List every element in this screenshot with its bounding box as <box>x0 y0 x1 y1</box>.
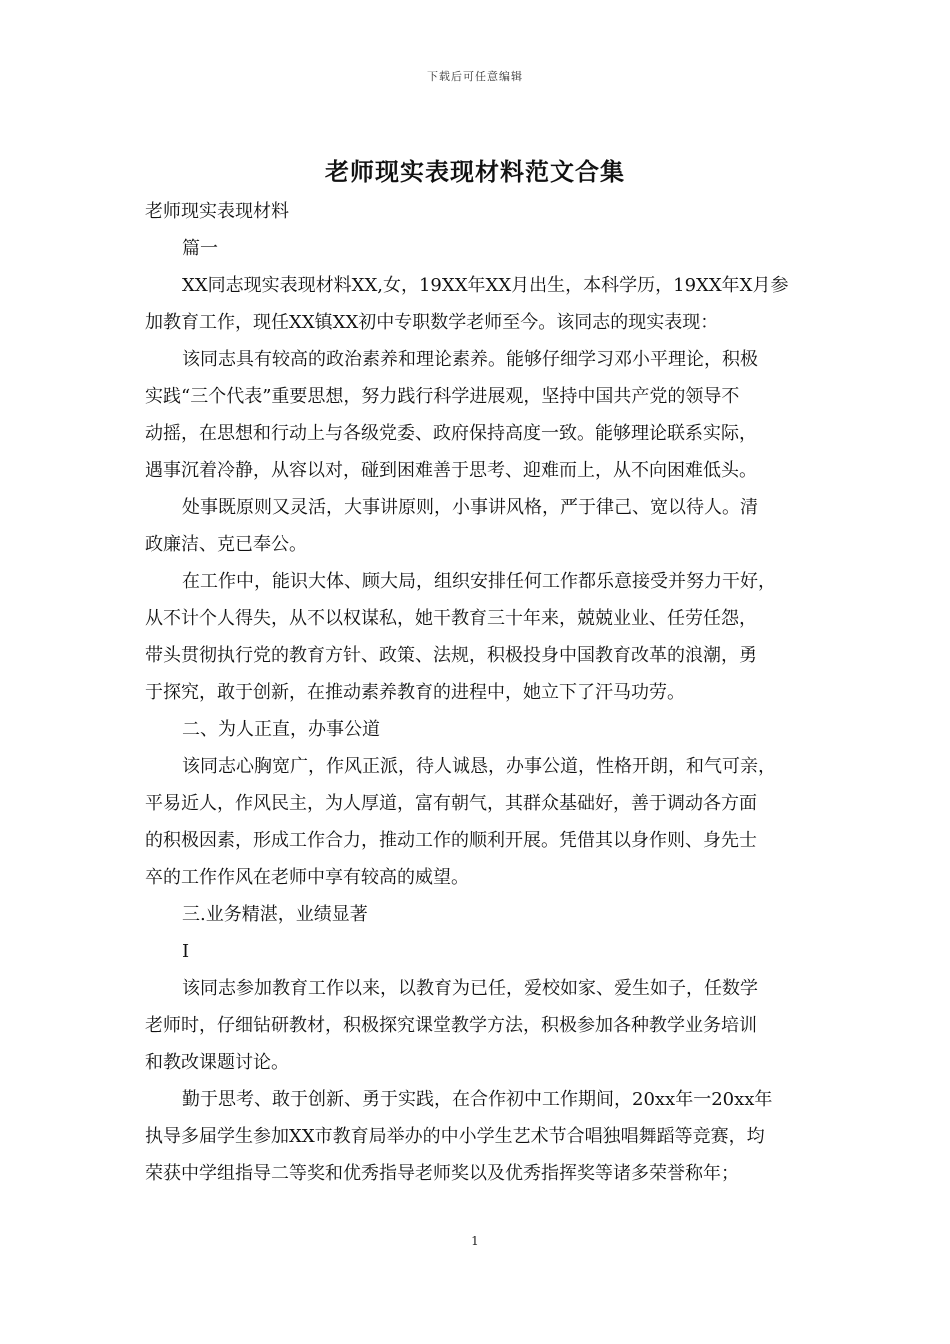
paragraph-line: 卒的工作作风在老师中享有较高的威望。 <box>145 867 469 888</box>
paragraph-line: 加教育工作，现任XX镇XX初中专职数学老师至今。该同志的现实表现： <box>145 312 719 333</box>
paragraph-line: 在工作中，能识大体、顾大局，组织安排任何工作都乐意接受并努力干好， <box>182 571 776 592</box>
paragraph-line: 从不计个人得失，从不以权谋私，她干教育三十年来，兢兢业业、任劳任怨， <box>145 608 757 629</box>
page-number: 1 <box>471 1234 479 1248</box>
paragraph-line: 勤于思考、敢于创新、勇于实践，在合作初中工作期间，20xx年一20xx年 <box>182 1089 773 1110</box>
paragraph-line: 的积极因素，形成工作合力，推动工作的顺利开展。凭借其以身作则、身先士 <box>145 830 757 851</box>
paragraph-line: 带头贯彻执行党的教育方针、政策、法规，积极投身中国教育改革的浪潮，勇 <box>145 645 757 666</box>
section-heading: 二、为人正直，办事公道 <box>182 719 380 740</box>
paragraph-line: 该同志具有较高的政治素养和理论素养。能够仔细学习邓小平理论，积极 <box>182 349 758 370</box>
subsection-heading: 篇一 <box>182 238 218 259</box>
paragraph-line: 该同志参加教育工作以来，以教育为已任，爱校如家、爱生如子，任数学 <box>182 978 758 999</box>
paragraph-line: 老师时，仔细钻研教材，积极探究课堂教学方法，积极参加各种教学业务培训 <box>145 1015 757 1036</box>
paragraph-line: 实践“三个代表”重要思想，努力践行科学进展观，坚持中国共产党的领导不 <box>145 386 740 407</box>
paragraph-line: 于探究，敢于创新，在推动素养教育的进程中，她立下了汗马功劳。 <box>145 682 685 703</box>
document-title: 老师现实表现材料范文合集 <box>325 157 625 186</box>
paragraph-line: 执导多届学生参加XX市教育局举办的中小学生艺术节合唱独唱舞蹈等竞赛，均 <box>145 1126 765 1147</box>
paragraph-line: 荣获中学组指导二等奖和优秀指导老师奖以及优秀指挥奖等诸多荣誉称年； <box>145 1163 739 1184</box>
paragraph-line: 遇事沉着冷静，从容以对，碰到困难善于思考、迎难而上，从不向困难低头。 <box>145 460 757 481</box>
paragraph-line: 和教改课题讨论。 <box>145 1052 289 1073</box>
header-note: 下载后可任意编辑 <box>427 70 523 83</box>
paragraph-line: 平易近人，作风民主，为人厚道，富有朝气，其群众基础好，善于调动各方面 <box>145 793 757 814</box>
paragraph-line: XX同志现实表现材料XX,女，19XX年XX月出生，本科学历，19XX年X月参 <box>182 275 789 296</box>
section-heading: 三.业务精湛，业绩显著 <box>182 904 368 925</box>
paragraph-line: 动摇，在思想和行动上与各级党委、政府保持高度一致。能够理论联系实际， <box>145 423 757 444</box>
paragraph-line: I <box>182 941 190 962</box>
paragraph-line: 该同志心胸宽广，作风正派，待人诚恳，办事公道，性格开朗，和气可亲， <box>182 756 776 777</box>
section-heading: 老师现实表现材料 <box>145 201 289 222</box>
paragraph-line: 政廉洁、克已奉公。 <box>145 534 307 555</box>
paragraph-line: 处事既原则又灵活，大事讲原则，小事讲风格，严于律己、宽以待人。清 <box>182 497 758 518</box>
